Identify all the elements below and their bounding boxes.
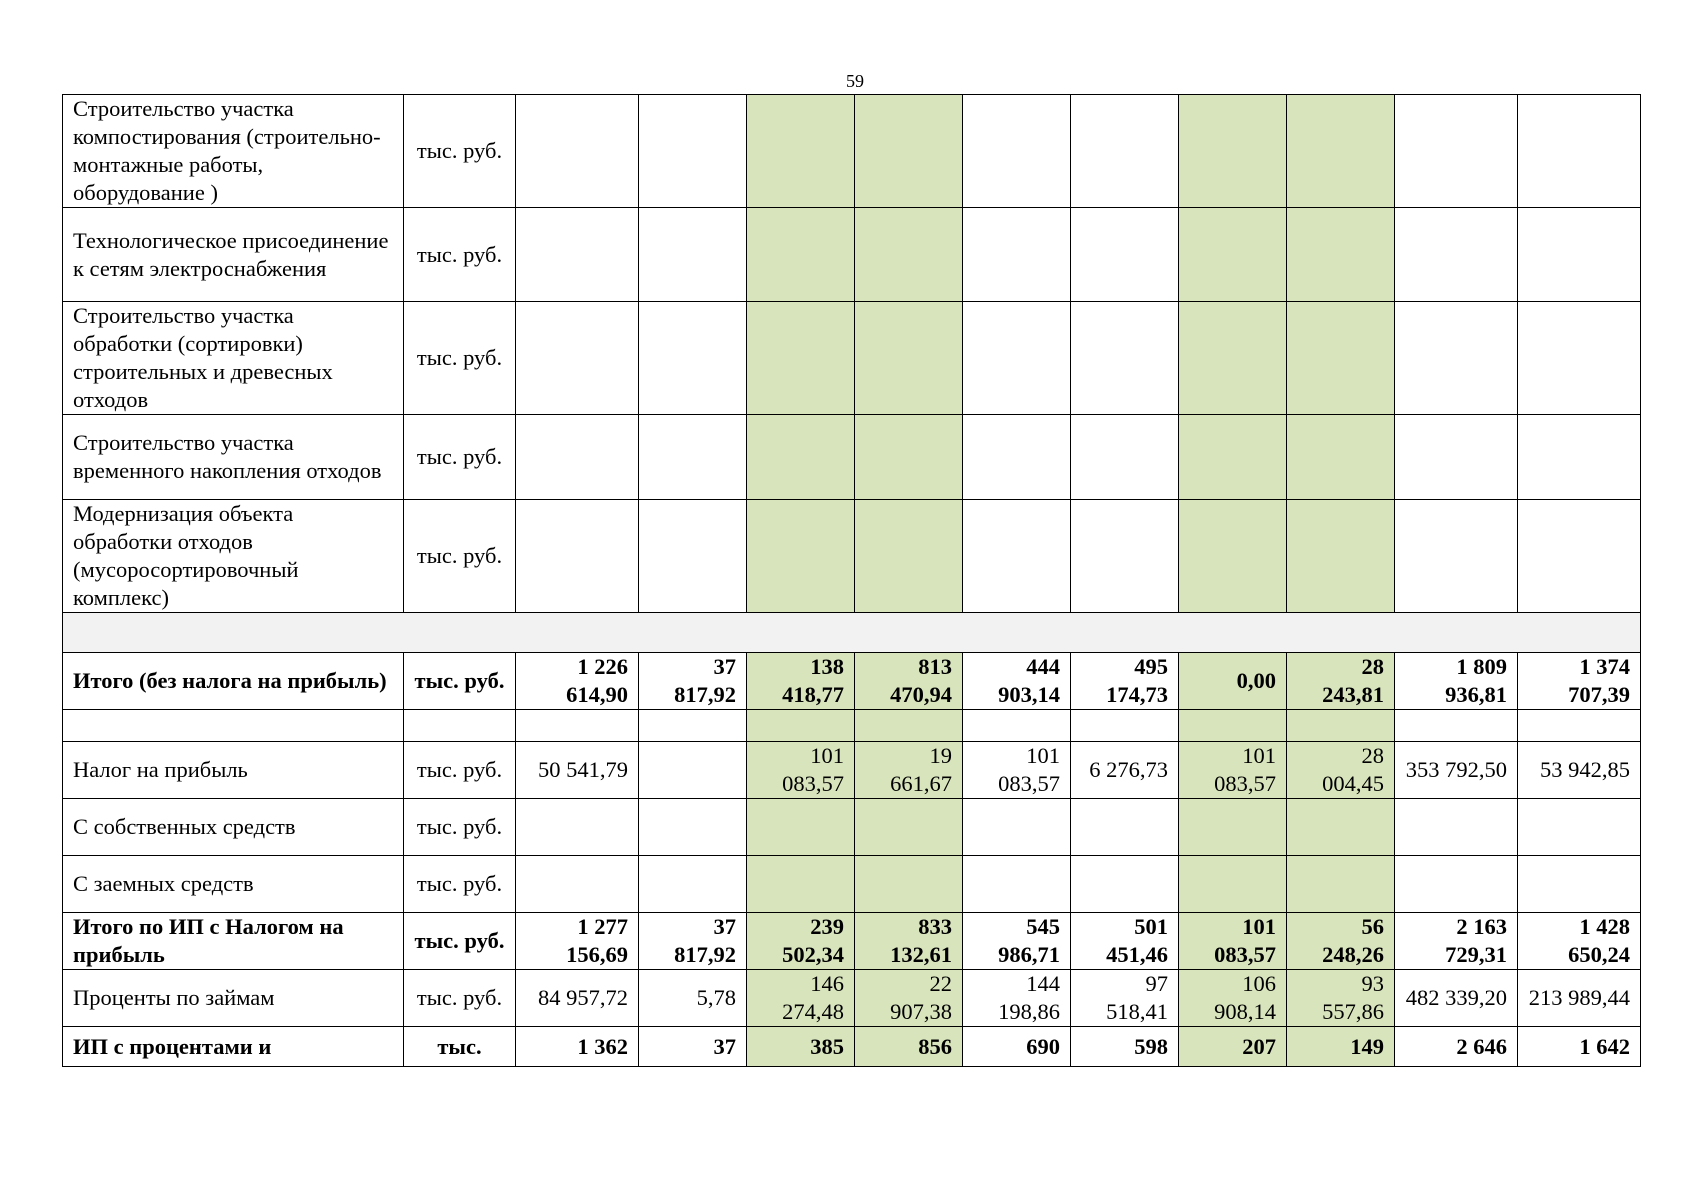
value-cell: 101 083,57 xyxy=(747,742,855,799)
unit-cell: тыс. руб. xyxy=(404,970,516,1027)
unit-cell: тыс. руб. xyxy=(404,653,516,710)
value-cell xyxy=(747,710,855,742)
separator-cell xyxy=(639,613,747,653)
value-cell xyxy=(1071,302,1179,415)
unit-cell: тыс. руб. xyxy=(404,856,516,913)
value-cell: 19 661,67 xyxy=(855,742,963,799)
value-cell xyxy=(639,302,747,415)
value-cell xyxy=(1071,95,1179,208)
value-cell: 37 817,92 xyxy=(639,913,747,970)
value-cell: 1 277 156,69 xyxy=(516,913,639,970)
value-cell xyxy=(516,302,639,415)
value-cell: 146 274,48 xyxy=(747,970,855,1027)
value-cell xyxy=(1518,710,1641,742)
value-cell xyxy=(1395,856,1518,913)
row-label: Проценты по займам xyxy=(63,970,404,1027)
separator-row xyxy=(63,613,1641,653)
value-cell: 1 809 936,81 xyxy=(1395,653,1518,710)
value-cell: 37 xyxy=(639,1027,747,1067)
value-cell xyxy=(1287,95,1395,208)
value-cell xyxy=(1071,500,1179,613)
value-cell xyxy=(1518,208,1641,302)
table-row xyxy=(63,799,1641,856)
value-cell xyxy=(639,415,747,500)
row-label: Технологическое присоединение к сетям электроснабжения xyxy=(63,208,404,302)
value-cell: 239 502,34 xyxy=(747,913,855,970)
value-cell xyxy=(639,856,747,913)
value-cell xyxy=(1179,799,1287,856)
value-cell xyxy=(963,95,1071,208)
value-cell xyxy=(963,302,1071,415)
value-cell: 50 541,79 xyxy=(516,742,639,799)
value-cell xyxy=(963,799,1071,856)
value-cell xyxy=(639,710,747,742)
row-label: ИП с процентами и xyxy=(63,1027,404,1067)
value-cell: 53 942,85 xyxy=(1518,742,1641,799)
value-cell: 495 174,73 xyxy=(1071,653,1179,710)
separator-cell xyxy=(63,613,404,653)
value-cell xyxy=(516,710,639,742)
value-cell: 213 989,44 xyxy=(1518,970,1641,1027)
separator-cell xyxy=(1287,613,1395,653)
value-cell xyxy=(855,856,963,913)
value-cell xyxy=(1395,799,1518,856)
value-cell xyxy=(1287,500,1395,613)
table-row xyxy=(63,710,1641,742)
value-cell: 37 817,92 xyxy=(639,653,747,710)
value-cell: 28 243,81 xyxy=(1287,653,1395,710)
separator-cell xyxy=(1071,613,1179,653)
separator-cell xyxy=(963,613,1071,653)
separator-cell xyxy=(516,613,639,653)
row-label: Строительство участка компостирования (строительно-монтажные работы, оборудование ) xyxy=(63,95,404,208)
unit-cell: тыс. руб. xyxy=(404,799,516,856)
value-cell: 1 362 xyxy=(516,1027,639,1067)
value-cell xyxy=(516,208,639,302)
row-label: Модернизация объекта обработки отходов (мусоросортировочный комплекс) xyxy=(63,500,404,613)
value-cell xyxy=(1395,95,1518,208)
value-cell: 1 374 707,39 xyxy=(1518,653,1641,710)
value-cell xyxy=(963,856,1071,913)
value-cell xyxy=(963,208,1071,302)
value-cell: 501 451,46 xyxy=(1071,913,1179,970)
value-cell: 690 xyxy=(963,1027,1071,1067)
separator-cell xyxy=(1395,613,1518,653)
table-row xyxy=(63,970,1641,1027)
value-cell: 598 xyxy=(1071,1027,1179,1067)
value-cell: 545 986,71 xyxy=(963,913,1071,970)
value-cell xyxy=(747,415,855,500)
unit-cell: тыс. руб. xyxy=(404,302,516,415)
value-cell: 101 083,57 xyxy=(1179,742,1287,799)
value-cell xyxy=(747,856,855,913)
value-cell: 56 248,26 xyxy=(1287,913,1395,970)
value-cell xyxy=(963,500,1071,613)
value-cell: 149 xyxy=(1287,1027,1395,1067)
value-cell: 84 957,72 xyxy=(516,970,639,1027)
value-cell xyxy=(747,302,855,415)
row-label: Строительство участка временного накопления отходов xyxy=(63,415,404,500)
value-cell xyxy=(1287,710,1395,742)
table-row xyxy=(63,913,1641,970)
value-cell xyxy=(1071,710,1179,742)
value-cell xyxy=(516,95,639,208)
separator-cell xyxy=(1518,613,1641,653)
value-cell: 813 470,94 xyxy=(855,653,963,710)
value-cell xyxy=(1395,710,1518,742)
value-cell: 101 083,57 xyxy=(963,742,1071,799)
value-cell xyxy=(1287,799,1395,856)
value-cell xyxy=(1179,710,1287,742)
value-cell: 22 907,38 xyxy=(855,970,963,1027)
value-cell: 5,78 xyxy=(639,970,747,1027)
value-cell xyxy=(516,799,639,856)
table-row xyxy=(63,500,1641,613)
value-cell xyxy=(1395,302,1518,415)
unit-cell: тыс. руб. xyxy=(404,500,516,613)
value-cell xyxy=(1395,415,1518,500)
value-cell xyxy=(1179,95,1287,208)
value-cell: 1 642 xyxy=(1518,1027,1641,1067)
row-label xyxy=(63,710,404,742)
value-cell: 833 132,61 xyxy=(855,913,963,970)
value-cell: 385 xyxy=(747,1027,855,1067)
unit-cell: тыс. руб. xyxy=(404,208,516,302)
value-cell: 0,00 xyxy=(1179,653,1287,710)
value-cell xyxy=(1287,415,1395,500)
value-cell xyxy=(855,799,963,856)
unit-cell: тыс. xyxy=(404,1027,516,1067)
value-cell xyxy=(1287,208,1395,302)
value-cell xyxy=(855,208,963,302)
value-cell: 2 646 xyxy=(1395,1027,1518,1067)
value-cell xyxy=(1071,415,1179,500)
value-cell xyxy=(1395,208,1518,302)
financial-table xyxy=(62,94,1641,1067)
value-cell xyxy=(1518,415,1641,500)
table-row xyxy=(63,856,1641,913)
page-number: 59 xyxy=(846,71,864,91)
value-cell xyxy=(639,500,747,613)
value-cell xyxy=(1287,856,1395,913)
value-cell xyxy=(1179,302,1287,415)
value-cell xyxy=(516,415,639,500)
value-cell xyxy=(1179,856,1287,913)
value-cell xyxy=(1071,856,1179,913)
value-cell: 2 163 729,31 xyxy=(1395,913,1518,970)
value-cell xyxy=(747,799,855,856)
value-cell: 6 276,73 xyxy=(1071,742,1179,799)
value-cell xyxy=(1518,856,1641,913)
separator-cell xyxy=(855,613,963,653)
value-cell xyxy=(855,415,963,500)
value-cell xyxy=(1179,500,1287,613)
table-row xyxy=(63,415,1641,500)
value-cell: 106 908,14 xyxy=(1179,970,1287,1027)
value-cell xyxy=(1071,799,1179,856)
value-cell xyxy=(516,500,639,613)
value-cell xyxy=(516,856,639,913)
separator-cell xyxy=(1179,613,1287,653)
value-cell: 856 xyxy=(855,1027,963,1067)
row-label: Итого (без налога на прибыль) xyxy=(63,653,404,710)
value-cell xyxy=(855,500,963,613)
value-cell: 138 418,77 xyxy=(747,653,855,710)
value-cell xyxy=(639,799,747,856)
value-cell: 28 004,45 xyxy=(1287,742,1395,799)
value-cell xyxy=(639,742,747,799)
value-cell: 207 xyxy=(1179,1027,1287,1067)
value-cell xyxy=(1179,415,1287,500)
value-cell xyxy=(855,95,963,208)
value-cell xyxy=(1518,799,1641,856)
value-cell xyxy=(963,415,1071,500)
value-cell: 93 557,86 xyxy=(1287,970,1395,1027)
row-label: С собственных средств xyxy=(63,799,404,856)
value-cell xyxy=(1179,208,1287,302)
value-cell: 353 792,50 xyxy=(1395,742,1518,799)
table-row xyxy=(63,1027,1641,1067)
value-cell xyxy=(639,208,747,302)
value-cell: 97 518,41 xyxy=(1071,970,1179,1027)
value-cell xyxy=(1518,500,1641,613)
value-cell xyxy=(1287,302,1395,415)
value-cell: 444 903,14 xyxy=(963,653,1071,710)
row-label: Строительство участка обработки (сортировки) строительных и древесных отходов xyxy=(63,302,404,415)
value-cell: 482 339,20 xyxy=(1395,970,1518,1027)
row-label: С заемных средств xyxy=(63,856,404,913)
value-cell xyxy=(747,95,855,208)
table-row xyxy=(63,653,1641,710)
table-row xyxy=(63,302,1641,415)
value-cell xyxy=(1518,95,1641,208)
unit-cell xyxy=(404,710,516,742)
value-cell xyxy=(747,500,855,613)
value-cell: 144 198,86 xyxy=(963,970,1071,1027)
value-cell xyxy=(1395,500,1518,613)
value-cell xyxy=(639,95,747,208)
row-label: Налог на прибыль xyxy=(63,742,404,799)
row-label: Итого по ИП с Налогом на прибыль xyxy=(63,913,404,970)
separator-cell xyxy=(747,613,855,653)
value-cell xyxy=(747,208,855,302)
table-row xyxy=(63,95,1641,208)
value-cell: 1 226 614,90 xyxy=(516,653,639,710)
unit-cell: тыс. руб. xyxy=(404,95,516,208)
unit-cell: тыс. руб. xyxy=(404,415,516,500)
table-row xyxy=(63,208,1641,302)
unit-cell: тыс. руб. xyxy=(404,913,516,970)
value-cell: 101 083,57 xyxy=(1179,913,1287,970)
table-row xyxy=(63,742,1641,799)
value-cell xyxy=(855,302,963,415)
value-cell xyxy=(963,710,1071,742)
value-cell: 1 428 650,24 xyxy=(1518,913,1641,970)
value-cell xyxy=(855,710,963,742)
separator-cell xyxy=(404,613,516,653)
value-cell xyxy=(1071,208,1179,302)
value-cell xyxy=(1518,302,1641,415)
unit-cell: тыс. руб. xyxy=(404,742,516,799)
